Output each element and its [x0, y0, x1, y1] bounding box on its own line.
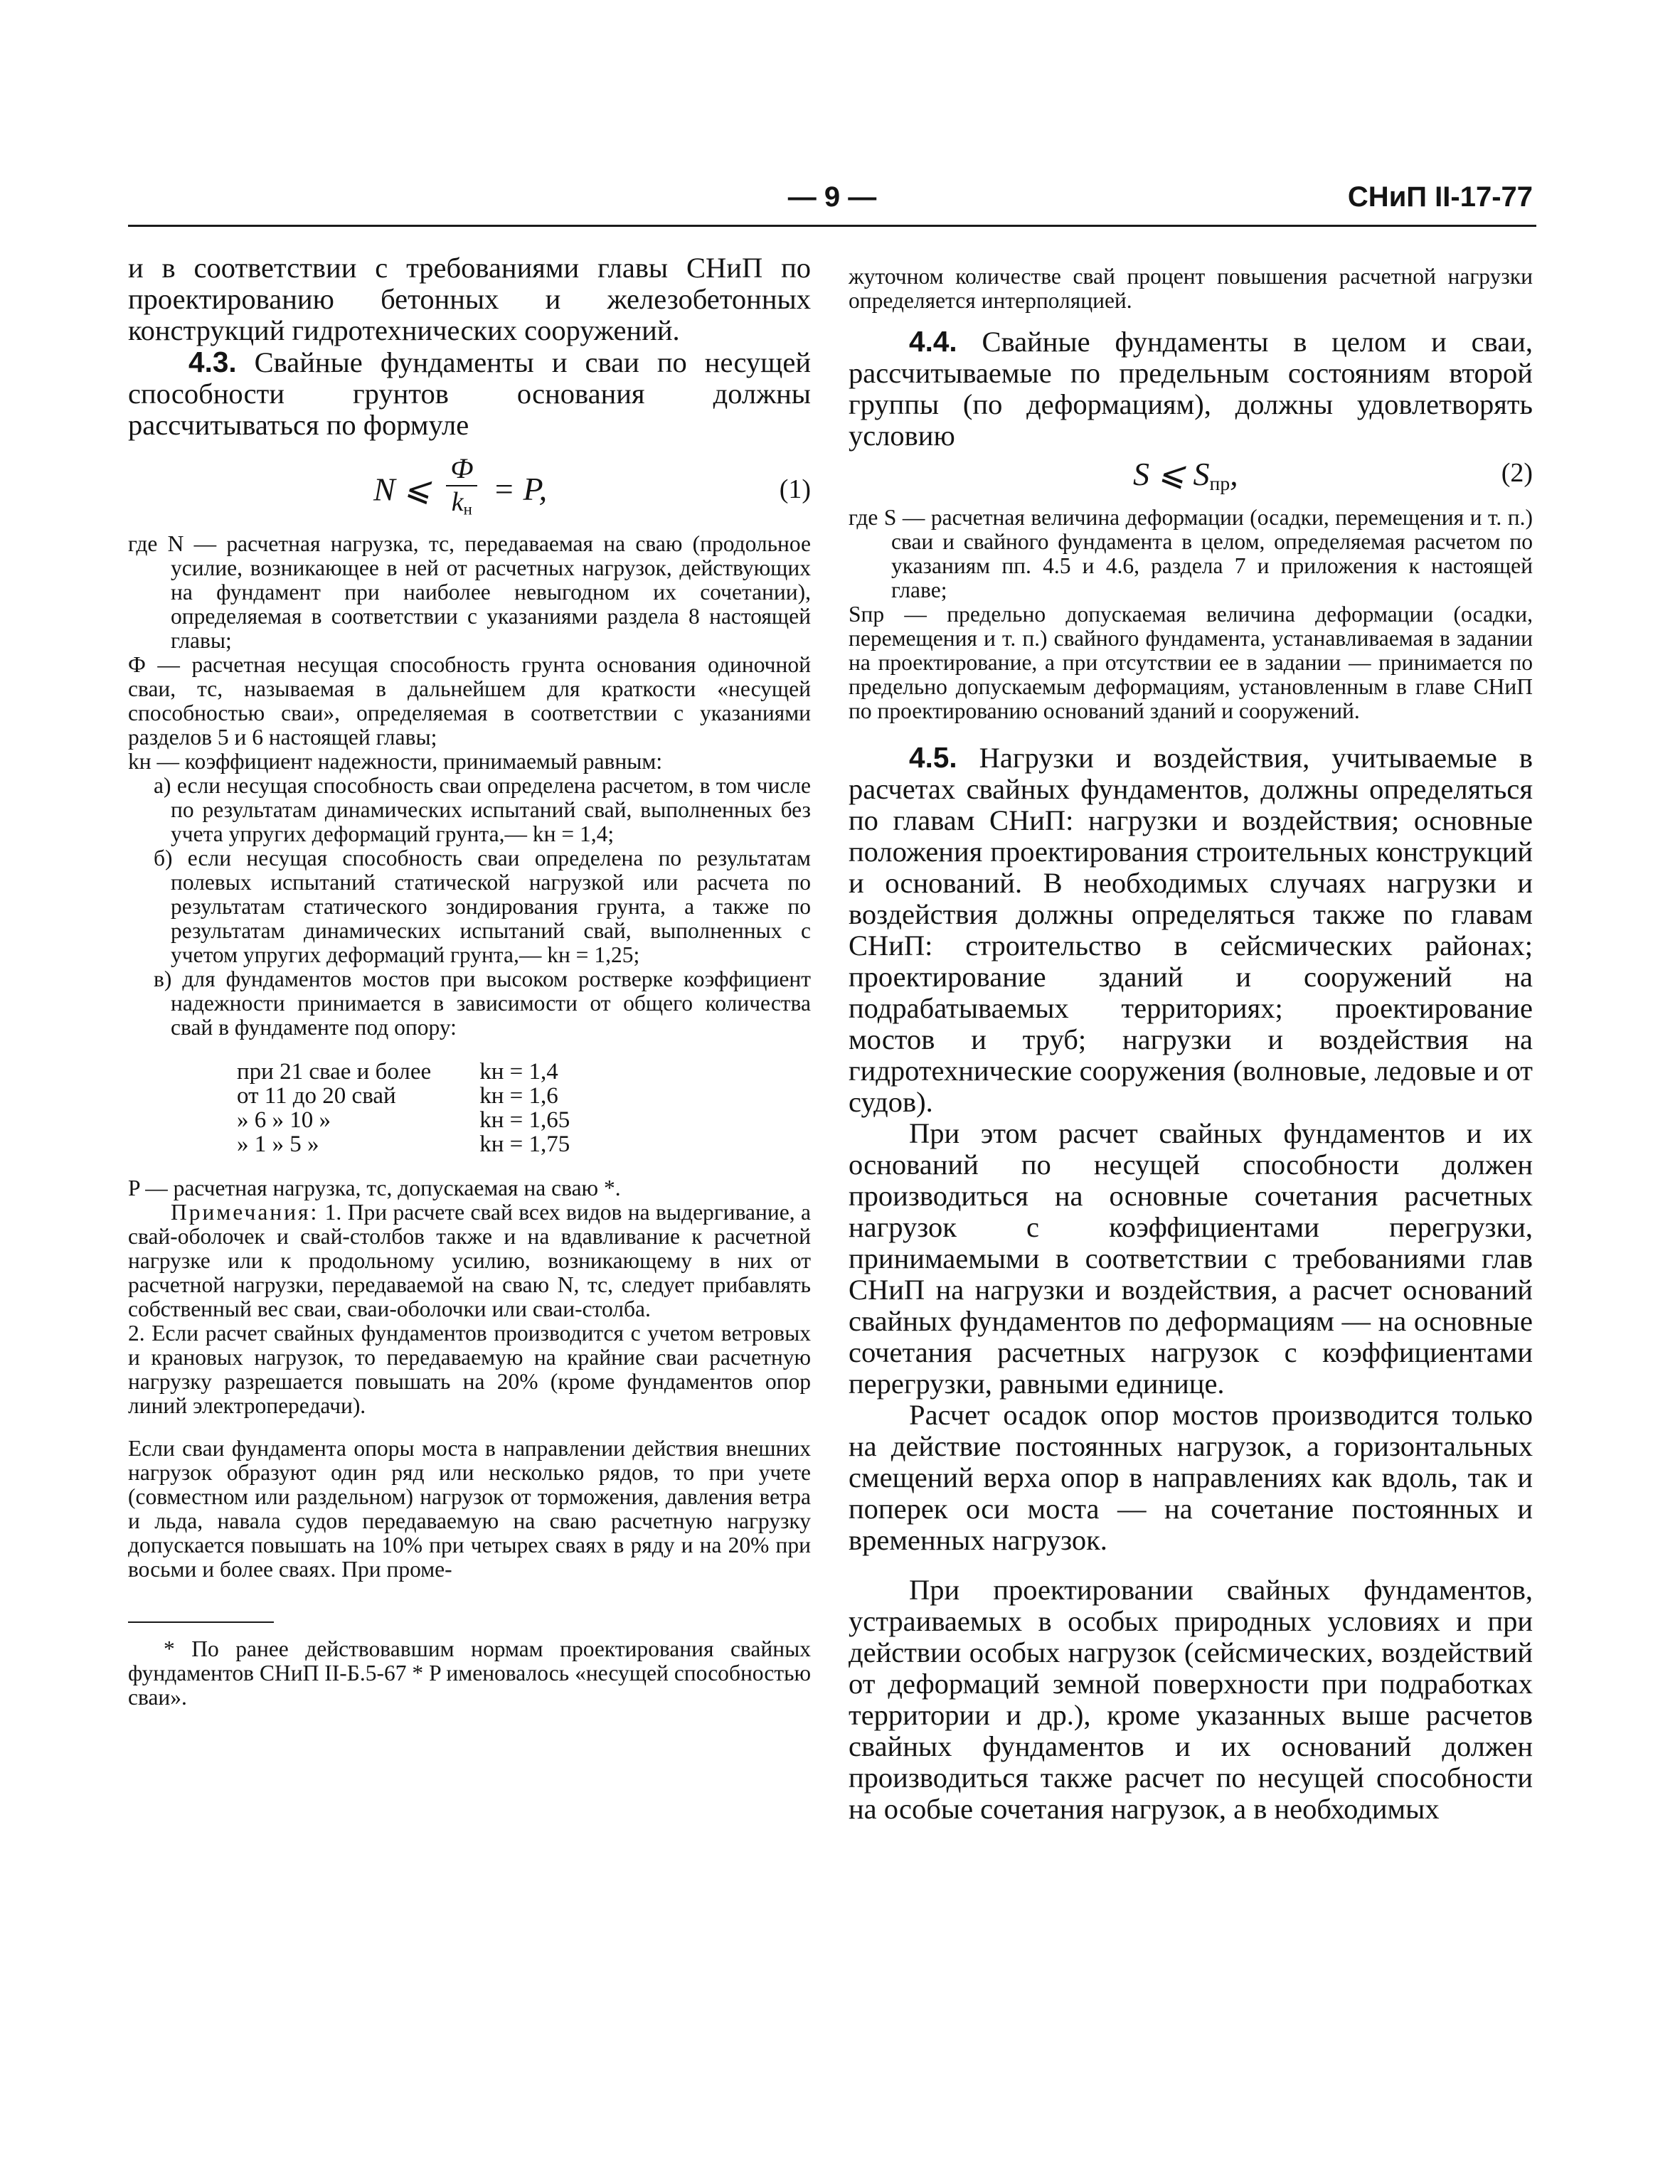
- definition-S: где S — расчетная величина деформации (осадки, перемещения и т. п.) сваи и свайного фундамента в целом, определяемая расчетом по указаниям пп. 4.5 и 4.6, раздела 7 и приложения к настоящей главе;: [849, 505, 1533, 602]
- note-2: 2. Если расчет свайных фундаментов производится с учетом ветровых и крановых нагрузок, то передаваемую на крайние сваи расчетную нагрузку разрешается повышать на 20% (кроме фундаментов опор линий электропередачи).: [128, 1321, 811, 1418]
- definition-k: kн — коэффициент надежности, принимаемый равным:: [128, 749, 663, 774]
- list-item-a: а) если несущая способность сваи определена расчетом, в том числе по результатам динамических испытаний свай, выполненных без учета упругих деформаций грунта,— kн = 1,4;: [154, 773, 811, 846]
- section-4-3: [128, 346, 811, 441]
- formula-2-number: (2): [1501, 458, 1533, 488]
- left-column: [128, 252, 811, 1710]
- table-cell: » 6 » 10 »: [237, 1107, 331, 1133]
- continuation-paragraph: и в соответствии с требованиями главы СНиП по проектированию бетонных и железобетонных конструкций гидротехнических сооружений.: [128, 252, 811, 346]
- table-row: [231, 1084, 575, 1108]
- definitions: [128, 532, 811, 1040]
- page-number: — 9 —: [787, 181, 877, 213]
- section-number: 4.5.: [909, 741, 957, 774]
- table-cell: при 21 сваe и более: [237, 1059, 432, 1085]
- section-text: Свайные фундаменты в целом и сваи, рассчитываемые по предельным состояниям второй группы (по деформациям), должны удовлетворять условию: [849, 326, 1533, 452]
- footnote-rule: [128, 1621, 274, 1623]
- footnote: * По ранее действовавшим нормам проектирования свайных фундаментов СНиП II-Б.5-67 * P именовалось «несущей способностью сваи».: [128, 1636, 811, 1710]
- table-row: [231, 1060, 575, 1084]
- table-cell: kн = 1,6: [479, 1083, 558, 1109]
- paragraph: При проектировании свайных фундаментов, устраиваемых в особых природных условиях и при действии особых нагрузок (сейсмических, воздействий от деформаций земной поверхности при подработках территории и др.), кроме указанных выше расчетов свайных фундаментов и их оснований должен производиться также расчет по несущей способности на особые сочетания нагрузок, а в необходимых: [849, 1574, 1533, 1825]
- formula-2: [849, 454, 1533, 494]
- right-column: [849, 265, 1533, 1825]
- table-cell: » 1 » 5 »: [237, 1131, 319, 1157]
- bridge-paragraph: Если сваи фундамента опоры моста в направлении действия внешних нагрузок образуют один ряд или несколько рядов, то при учете (совместном или раздельном) нагрузок от торможения, давления ветра и льда, навала судов передаваемую на сваю расчетную нагрузку допускается повышать на 10% при четырех сваях в ряду и на 20% при восьми и более сваях. При проме-: [128, 1436, 811, 1582]
- paragraph: Расчет осадок опор мостов производится только на действие постоянных нагрузок, а горизонтальных смещений верха опор в направлениях как вдоль, так и поперек оси моста — на сочетание постоянных и временных нагрузок.: [849, 1399, 1533, 1556]
- section-4-4: [849, 326, 1533, 452]
- table-cell: kн = 1,4: [479, 1059, 558, 1085]
- list-item-b: б) если несущая способность сваи определена по результатам полевых испытаний статической нагрузкой или расчета по результатам статического зондирования грунта, а также по результатам динамических испытаний свай, выполненных с учетом упругих деформаций грунта,— kн = 1,25;: [154, 846, 811, 967]
- section-number: 4.3.: [188, 346, 237, 378]
- definition-Phi: Ф — расчетная несущая способность грунта основания одиночной сваи, тс, называемая в дальнейшем для краткости «несущей способностью сваи», определяемая в соответствии с указаниями разделов 5 и 6 настоящей главы;: [128, 652, 811, 750]
- notes-heading: Примечания:: [171, 1200, 319, 1225]
- definition-Spr: Sпр — предельно допускаемая величина деформации (осадки, перемещения и т. п.) свайного фундамента, устанавливаемая в задании на проектирование, а при отсутствии ее в задании — принимается по предельно допускаемым деформациям, установленным в главе СНиП по проектированию оснований зданий и сооружений.: [849, 602, 1533, 723]
- section-number: 4.4.: [909, 325, 957, 358]
- section-text: Нагрузки и воздействия, учитываемые в расчетах свайных фундаментов, должны определяться по главам СНиП: нагрузки и воздействия; основные положения проектирования строительных конструкций и оснований. В необходимых случаях нагрузки и воздействия должны определяться также по главам СНиП: строительство в сейсмических районах; проектирование зданий и сооружений на подрабатываемых территориях; проектирование мостов и труб; нагрузки и воздействия на гидротехнические сооружения (волновые, ледовые и от судов).: [849, 742, 1533, 1118]
- definition-P: P — расчетная нагрузка, тс, допускаемая на сваю *.: [128, 1176, 621, 1200]
- formula-2-body: S ⩽ $S_{пр}$,: [1133, 456, 1238, 494]
- list-item-v: в) для фундаментов мостов при высоком ростверке коэффициент надежности принимается в зависимости от общего количества свай в фундаменте под опору:: [154, 966, 811, 1040]
- table-cell: от 11 до 20 свай: [237, 1083, 396, 1109]
- table-row: [231, 1108, 575, 1132]
- table-cell: kн = 1,65: [479, 1107, 570, 1133]
- note-1-text: 1. При расчете свай всех видов на выдергивание, а свай-оболочек и свай-столбов также и на вдавливание к расчетной нагрузке или к продольному усилию, возникающему в них от расчетной нагрузки, передаваемой на сваю N, тс, следует прибавлять собственный вес сваи, сваи-оболочки или сваи-столба.: [128, 1200, 811, 1321]
- table-row: [231, 1132, 575, 1156]
- formula-1-body: N ⩽ $\frac{Ф}{k_н}$ = P,: [373, 452, 548, 518]
- continuation-paragraph: жуточном количестве свай процент повышения расчетной нагрузки определяется интерполяцией.: [849, 264, 1533, 313]
- section-4-5: [849, 742, 1533, 1118]
- header-rule: [128, 225, 1536, 227]
- definition-N: где N — расчетная нагрузка, тс, передаваемая на сваю (продольное усилие, возникающее в ней от расчетных нагрузок, действующих на фундамент при наиболее невыгодном их сочетании), определяемая в соответствии с указаниями раздела 8 настоящей главы;: [128, 531, 811, 653]
- reliability-table: [231, 1060, 575, 1156]
- section-text: Свайные фундаменты и сваи по несущей способности грунтов основания должны рассчитываться по формуле: [128, 346, 811, 441]
- paragraph: При этом расчет свайных фундаментов и их оснований по несущей способности должен производиться на основные сочетания расчетных нагрузок с коэффициентами перегрузки, принимаемыми в соответствии с требованиями глав СНиП на нагрузки и воздействия, а расчет оснований свайных фундаментов по деформациям — на основные сочетания расчетных нагрузок с коэффициентами перегрузки, равными единице.: [849, 1117, 1533, 1400]
- formula-1-number: (1): [779, 474, 811, 504]
- formula-1: [128, 452, 811, 523]
- table-cell: kн = 1,75: [479, 1131, 570, 1157]
- document-code: СНиП II-17-77: [1347, 181, 1533, 213]
- note-1: [128, 1200, 811, 1321]
